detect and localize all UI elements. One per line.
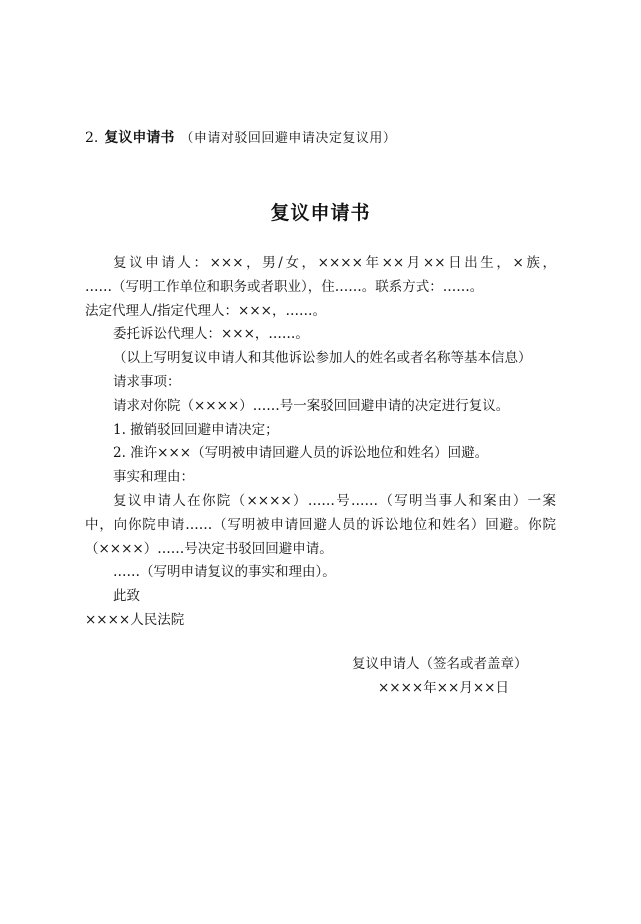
legal-representative-line: 法定代理人/指定代理人：×××，……。 [85,303,326,319]
salutation: 此致 [113,588,140,604]
section-title: 复议申请书 [104,130,175,146]
section-heading [85,128,396,149]
facts-line-1: 复议申请人在你院（××××）……号……（写明当事人和案由）一案 [113,493,556,509]
request-item-2: 2. 准许×××（写明被申请回避人员的诉讼地位和姓名）回避。 [113,445,489,461]
basic-info-note: （以上写明复议申请人和其他诉讼参加人的姓名或者名称等基本信息） [113,350,532,366]
request-items-label: 请求事项： [113,374,181,390]
section-number: 2. [85,130,99,146]
court-name: ××××人民法院 [85,612,185,628]
facts-line-2: 中，向你院申请……（写明被申请回避人员的诉讼地位和姓名）回避。你院 [85,517,556,533]
facts-line-4: ……（写明申请复议的事实和理由）。 [113,564,336,580]
applicant-line-2: ……（写明工作单位和职务或者职业），住……。联系方式：……。 [85,279,484,295]
signature-line: 复议申请人（签名或者盖章） [352,656,528,672]
date-line: ××××年××月××日 [378,680,509,696]
document-title: 复议申请书 [270,202,371,224]
section-subtitle: （申请对驳回回避申请决定复议用） [180,131,397,146]
facts-line-3: （××××）……号决定书驳回回避申请。 [85,541,333,557]
request-line: 请求对你院（××××）……号一案驳回回避申请的决定进行复议。 [113,398,510,414]
facts-reasons-label: 事实和理由： [113,469,194,485]
request-item-1: 1. 撤销驳回回避申请决定； [113,422,279,438]
entrusted-agent-line: 委托诉讼代理人：×××，……。 [113,326,309,342]
applicant-line-1: 复议申请人：×××，男/女，××××年××月××日出生，×族， [113,255,556,271]
